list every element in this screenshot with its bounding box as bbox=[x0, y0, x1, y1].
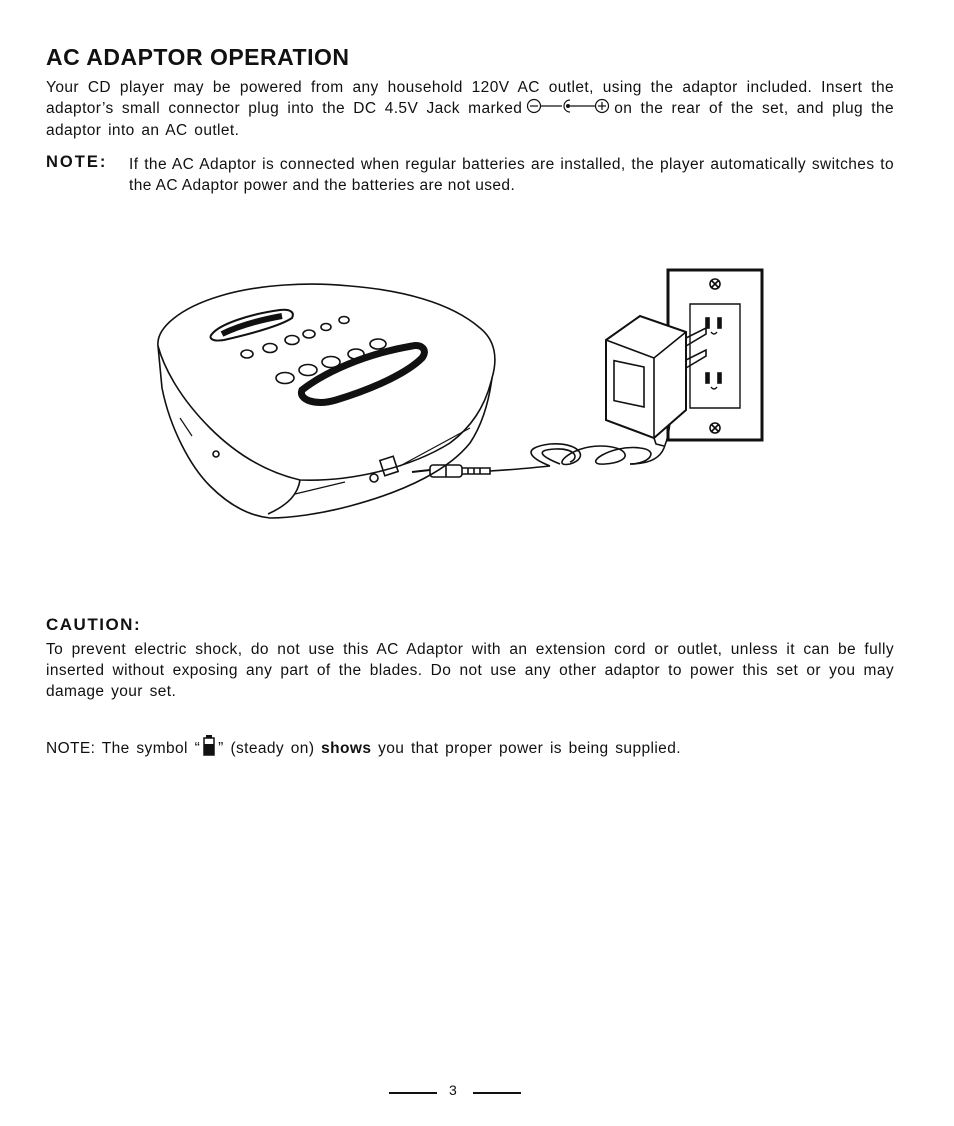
caution-text: To prevent electric shock, do not use this AC Adaptor with an extension cord or outlet, unless it can be fully inserted without exposing any part of the blades. Do not use any other adaptor to power this set or you may damage your set. bbox=[46, 641, 894, 700]
note-label: NOTE: bbox=[46, 153, 108, 171]
power-indicator-note bbox=[46, 734, 681, 761]
note2-bold-word: shows bbox=[321, 740, 372, 757]
intro-paragraph bbox=[46, 77, 894, 141]
intro-text-1: Your CD player may be powered from any household 120V AC outlet, using the adaptor included. Insert the adaptor’s small connector plug into the DC 4.5V Jack marked bbox=[46, 79, 894, 118]
note2-middle: ” (steady on) bbox=[218, 740, 315, 757]
ac-adaptor-drawing bbox=[606, 316, 706, 446]
ac-adaptor-connection-illustration bbox=[150, 268, 770, 533]
dc-polarity-symbol-icon bbox=[526, 98, 610, 120]
page-title: AC ADAPTOR OPERATION bbox=[46, 44, 350, 70]
intro-text-2: on the rear of the set, and plug the adaptor into an AC outlet. bbox=[46, 100, 894, 139]
footer-right-rule bbox=[473, 1092, 521, 1094]
caution-heading: CAUTION: bbox=[46, 615, 142, 634]
note-text: If the AC Adaptor is connected when regular batteries are installed, the player automatically switches to the AC Adaptor power and the batteries are not used. bbox=[129, 156, 894, 194]
note2-suffix: you that proper power is being supplied. bbox=[378, 740, 681, 757]
note2-prefix: NOTE: The symbol “ bbox=[46, 740, 201, 757]
page-number: 3 bbox=[449, 1082, 457, 1098]
page-footer bbox=[0, 1082, 954, 1102]
footer-left-rule bbox=[389, 1092, 437, 1094]
cd-player-drawing bbox=[158, 284, 495, 518]
battery-icon bbox=[202, 734, 216, 761]
